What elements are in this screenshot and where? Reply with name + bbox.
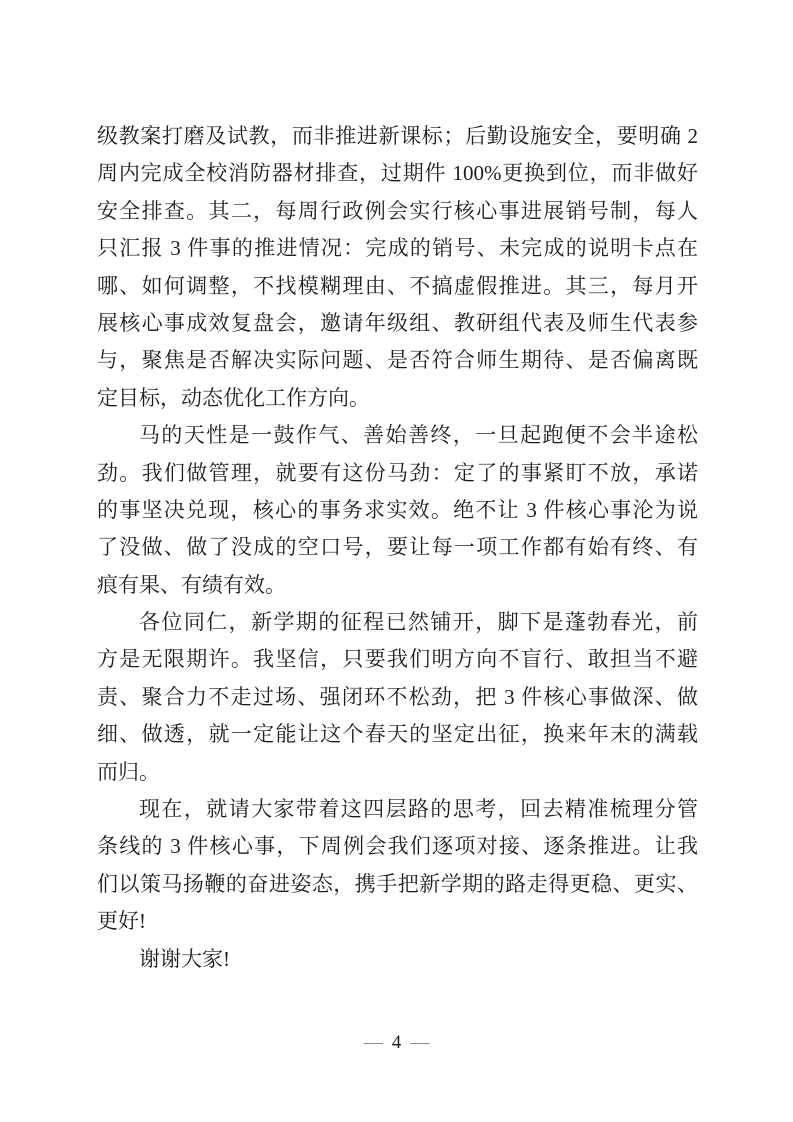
text-line: 谢谢大家! (139, 946, 230, 971)
text-line: 只汇报 3 件事的推进情况：完成的销号、未完成的说明卡点在 (97, 236, 698, 261)
text-line: 劲。我们做管理，就要有这份马劲：定了的事紧盯不放，承诺 (97, 460, 698, 485)
text-line: 条线的 3 件核心事，下周例会我们逐项对接、逐条推进。让我 (97, 834, 698, 859)
footer-left-dash: — (363, 1032, 383, 1053)
page-number: 4 (391, 1032, 402, 1053)
text-line: 细、做透，就一定能让这个春天的坚定出征，换来年末的满载 (97, 722, 698, 747)
text-line: 方是无限期许。我坚信，只要我们明方向不盲行、敢担当不避 (97, 647, 698, 672)
text-line: 而归。 (97, 759, 160, 784)
text-line: 的事坚决兑现，核心的事务求实效。绝不让 3 件核心事沦为说 (97, 497, 698, 522)
text-line: 哪、如何调整，不找模糊理由、不搞虚假推进。其三，每月开 (97, 273, 698, 298)
text-line: 周内完成全校消防器材排查，过期件 100%更换到位，而非做好 (97, 161, 698, 186)
text-line: 痕有果、有绩有效。 (97, 572, 286, 597)
text-line: 们以策马扬鞭的奋进姿态，携手把新学期的路走得更稳、更实、 (97, 871, 698, 896)
page-footer (0, 1031, 793, 1055)
text-line: 级教案打磨及试教，而非推进新课标；后勤设施安全，要明确 2 (97, 124, 698, 148)
body-text (97, 118, 698, 978)
text-line: 马的天性是一鼓作气、善始善终，一旦起跑便不会半途松 (139, 423, 698, 448)
text-line: 更好! (97, 909, 146, 934)
text-line: 责、聚合力不走过场、强闭环不松劲，把 3 件核心事做深、做 (97, 684, 698, 709)
text-line: 与，聚焦是否解决实际问题、是否符合师生期待、是否偏离既 (97, 348, 698, 373)
footer-right-dash: — (410, 1032, 430, 1053)
text-line: 现在，就请大家带着这四层路的思考，回去精准梳理分管 (139, 797, 698, 822)
text-line: 定目标，动态优化工作方向。 (97, 385, 370, 410)
text-line: 安全排查。其二，每周行政例会实行核心事进展销号制，每人 (97, 198, 698, 223)
text-line: 了没做、做了没成的空口号，要让每一项工作都有始有终、有 (97, 535, 698, 560)
text-line: 各位同仁，新学期的征程已然铺开，脚下是蓬勃春光，前 (139, 610, 698, 635)
text-line: 展核心事成效复盘会，邀请年级组、教研组代表及师生代表参 (97, 310, 698, 335)
